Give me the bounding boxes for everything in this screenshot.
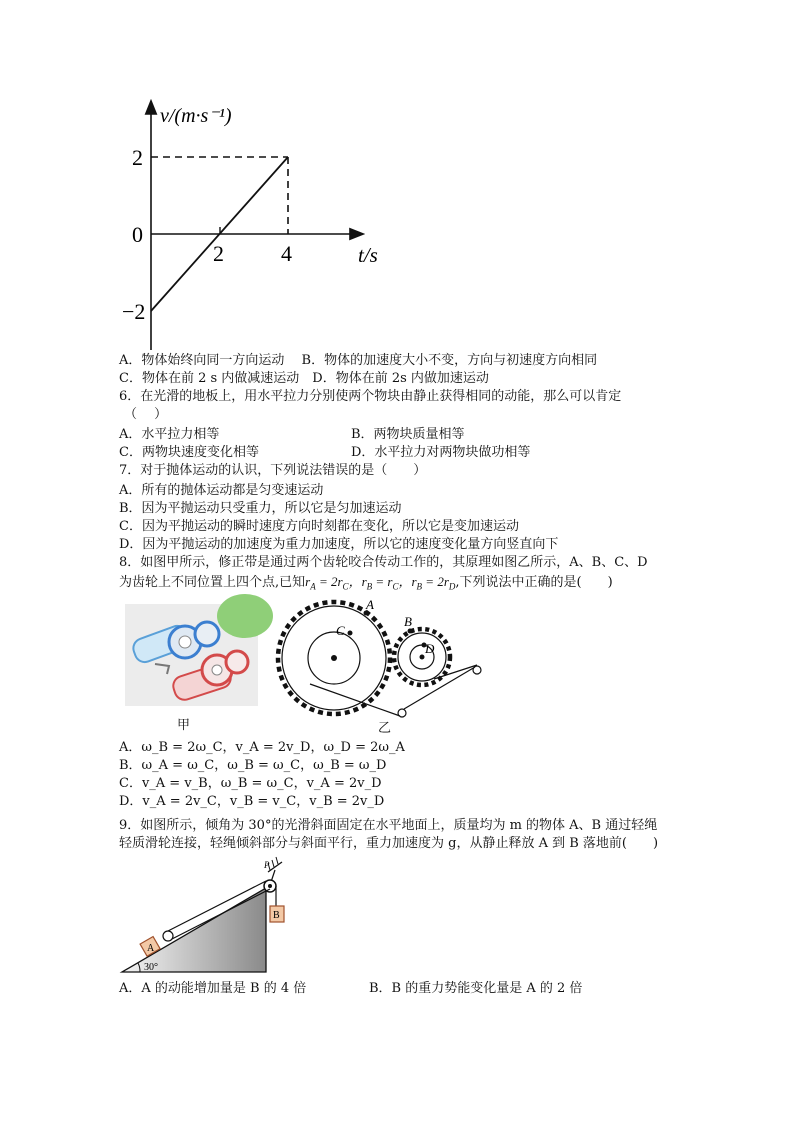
q6-option-c: C．两物块速度变化相等 xyxy=(119,445,259,460)
q8-stem-line1: 8．如图甲所示，修正带是通过两个齿轮咬合传动工作的，其原理如图乙所示，A、B、C、D xyxy=(119,555,648,570)
q6-options-cd xyxy=(119,444,531,461)
point-b xyxy=(408,629,413,634)
label-p: P xyxy=(264,860,270,870)
x-tick-4: 4 xyxy=(281,241,292,266)
label-block-b: B xyxy=(273,910,280,921)
label-c: C xyxy=(336,623,345,638)
q9-option-a: A．A 的动能增加量是 B 的 4 倍 xyxy=(119,981,307,996)
x-axis-label: t/s xyxy=(358,243,378,267)
q9-stem-line1: 9．如图所示，倾角为 30°的光滑斜面固定在水平地面上，质量均为 m 的物体 A、B 通过轻绳 xyxy=(119,818,658,833)
q6-option-b: B．两物块质量相等 xyxy=(351,427,465,442)
y-axis-label: v/(m·s⁻¹) xyxy=(160,105,232,127)
q6-options-ab xyxy=(119,426,465,443)
label-b: B xyxy=(404,614,412,629)
q7-option-b: B．因为平抛运动只受重力，所以它是匀加速运动 xyxy=(119,501,402,516)
q5-options-row2: C．物体在前 2 s 内做减速运动 D．物体在前 2s 内做加速运动 xyxy=(119,371,489,386)
q7-option-d: D．因为平抛运动的加速度为重力加速度，所以它的速度变化量方向竖直向下 xyxy=(119,537,559,552)
q6-option-d: D．水平拉力对两物块做功相等 xyxy=(351,445,531,460)
y-tick-2: 2 xyxy=(132,145,143,170)
label-d: D xyxy=(425,641,435,656)
q8-option-a: A．ω_B = 2ω_C，v_A = 2v_D，ω_D = 2ω_A xyxy=(119,740,405,755)
y-tick-neg2: −2 xyxy=(122,299,146,324)
q7-option-a: A．所有的抛体运动都是匀变速运动 xyxy=(119,483,324,498)
angle-label: 30° xyxy=(144,962,158,973)
q8-option-d: D．v_A = 2v_C，v_B = v_C，v_B = 2v_D xyxy=(119,794,385,809)
q6-blank: （ ） xyxy=(124,407,168,422)
label-a: A xyxy=(366,597,374,612)
y-tick-0: 0 xyxy=(132,222,143,247)
incline-wedge xyxy=(122,888,266,972)
gear-diagram xyxy=(272,596,487,736)
correction-tape-photo xyxy=(125,604,258,706)
q8-stem-line2: 为齿轮上不同位置上四个点,已知$r_A = 2r_C$，$r_B = r_C$，$r_B = 2r_D$,下列说法中正确的是( ) xyxy=(119,574,613,592)
q8-option-b: B．ω_A = ω_C，ω_B = ω_C，ω_B = ω_D xyxy=(119,758,387,773)
q9-options-ab xyxy=(119,980,583,997)
q7-option-c: C．因为平抛运动的瞬时速度方向时刻都在变化，所以它是变加速运动 xyxy=(119,519,519,534)
q7-stem: 7．对于抛体运动的认识，下列说法错误的是（ ） xyxy=(119,463,427,478)
q9-option-b: B．B 的重力势能变化量是 A 的 2 倍 xyxy=(369,981,583,996)
q6-stem: 6．在光滑的地板上，用水平拉力分别使两个物块由静止获得相同的动能，那么可以肯定 xyxy=(119,389,622,404)
velocity-time-graph xyxy=(122,92,400,354)
q5-options-row1: A．物体始终向同一方向运动 B．物体的加速度大小不变，方向与初速度方向相同 xyxy=(119,353,598,368)
q8-option-c: C．v_A = v_B，ω_B = ω_C，v_A = 2v_D xyxy=(119,776,382,791)
label-block-a: A xyxy=(147,943,155,954)
incline-pulley-diagram xyxy=(118,852,298,976)
q9-stem-line2: 轻质滑轮连接，轻绳倾斜部分与斜面平行，重力加速度为 g，从静止释放 A 到 B 落地前( ) xyxy=(119,836,659,851)
figure-caption-jia: 甲 xyxy=(177,718,191,733)
figure-caption-yi: 乙 xyxy=(378,721,392,736)
x-tick-2: 2 xyxy=(213,241,224,266)
q6-option-a: A．水平拉力相等 xyxy=(119,427,220,442)
point-c xyxy=(348,631,353,636)
